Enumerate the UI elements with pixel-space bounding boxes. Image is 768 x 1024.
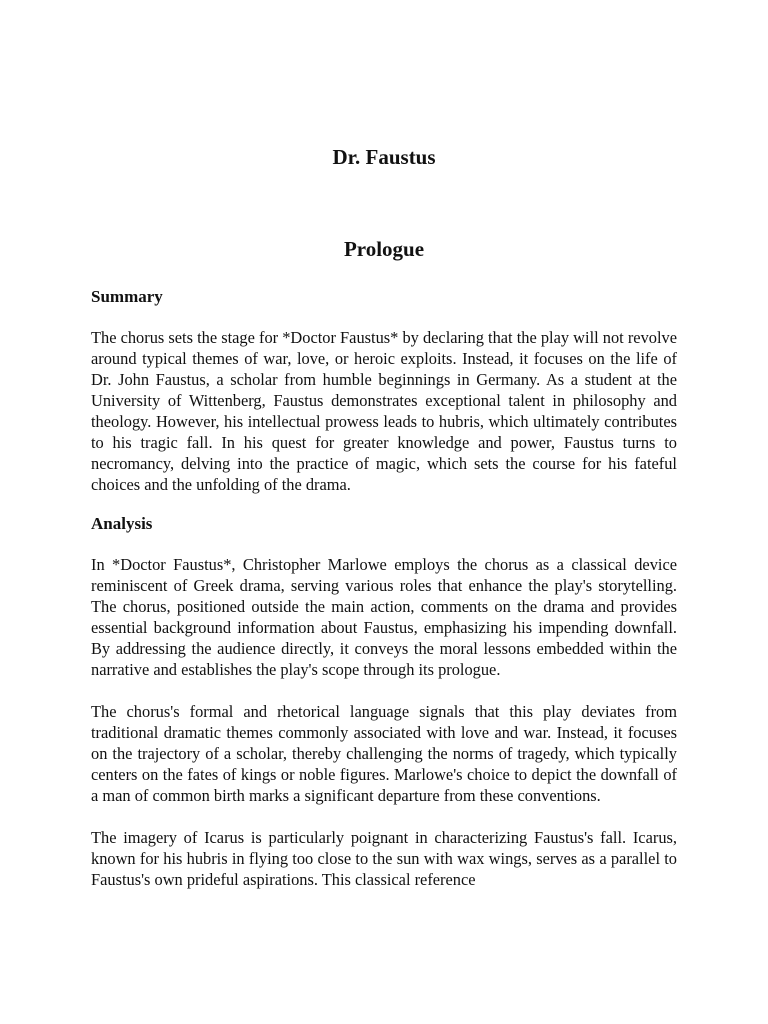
analysis-paragraph-2: The chorus's formal and rhetorical language signals that this play deviates from traditional dramatic themes commonly associated with love and war. Instead, it focuses on the trajectory of a scholar, thereby challenging the norms of tragedy, which typically centers on the fates of kings or noble figures. Marlowe's choice to depict the downfall of a man of common birth marks a significant departure from these conventions. — [91, 702, 677, 805]
summary-heading: Summary — [91, 287, 163, 306]
document-title: Dr. Faustus — [332, 145, 436, 169]
section-title-prologue: Prologue — [343, 237, 425, 261]
analysis-paragraph-1: In *Doctor Faustus*, Christopher Marlowe employs the chorus as a classical device reminiscent of Greek drama, serving various roles that enhance the play's storytelling. The chorus, positioned outside the main action, comments on the drama and provides essential background information about Faustus, emphasizing his impending downfall. By addressing the audience directly, it conveys the moral lessons embedded within the narrative and establishes the play's scope through its prologue. — [91, 555, 677, 679]
analysis-heading: Analysis — [91, 514, 153, 533]
analysis-paragraph-3: The imagery of Icarus is particularly poignant in characterizing Faustus's fall. Icarus, known for his hubris in flying too close to the sun with wax wings, serves as a parallel to Faustus's own prideful aspirations. This classical reference — [91, 828, 677, 889]
summary-paragraph: The chorus sets the stage for *Doctor Faustus* by declaring that the play will not revolve around typical themes of war, love, or heroic exploits. Instead, it focuses on the life of Dr. John Faustus, a scholar from humble beginnings in Germany. As a student at the University of Wittenberg, Faustus demonstrates exceptional talent in philosophy and theology. However, his intellectual prowess leads to hubris, which ultimately contributes to his tragic fall. In his quest for greater knowledge and power, Faustus turns to necromancy, delving into the practice of magic, which sets the course for his fateful choices and the unfolding of the drama. — [91, 328, 677, 494]
